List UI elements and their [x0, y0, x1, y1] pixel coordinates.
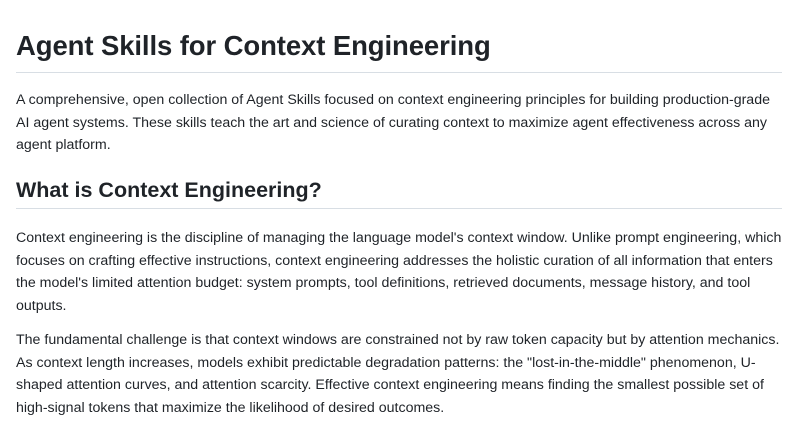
- section-heading: What is Context Engineering?: [16, 178, 322, 202]
- intro-paragraph: A comprehensive, open collection of Agent Skills focused on context engineering principles for building production-grade AI agent systems. These skills teach the art and science of curating context to maximize agent effectiveness across any agent platform.: [16, 92, 770, 153]
- page-title: Agent Skills for Context Engineering: [16, 30, 491, 61]
- section-paragraph-1: Context engineering is the discipline of managing the language model's context window. Unlike prompt engineering, which focuses on crafting effective instructions, context engineering addresses the holistic curation of all information that enters the model's limited attention budget: system prompts, tool definitions, retrieved documents, message history, and tool outputs.: [16, 230, 782, 314]
- title-divider: [16, 72, 782, 73]
- section-divider: [16, 208, 782, 209]
- section-paragraph-2: The fundamental challenge is that context windows are constrained not by raw token capacity but by attention mechanics. As context length increases, models exhibit predictable degradation patterns: the "lost-in-the-middle" phenomenon, U-shaped attention curves, and attention scarcity. Effective context engineering means finding the smallest possible set of high-signal tokens that maximize the likelihood of desired outcomes.: [16, 332, 780, 416]
